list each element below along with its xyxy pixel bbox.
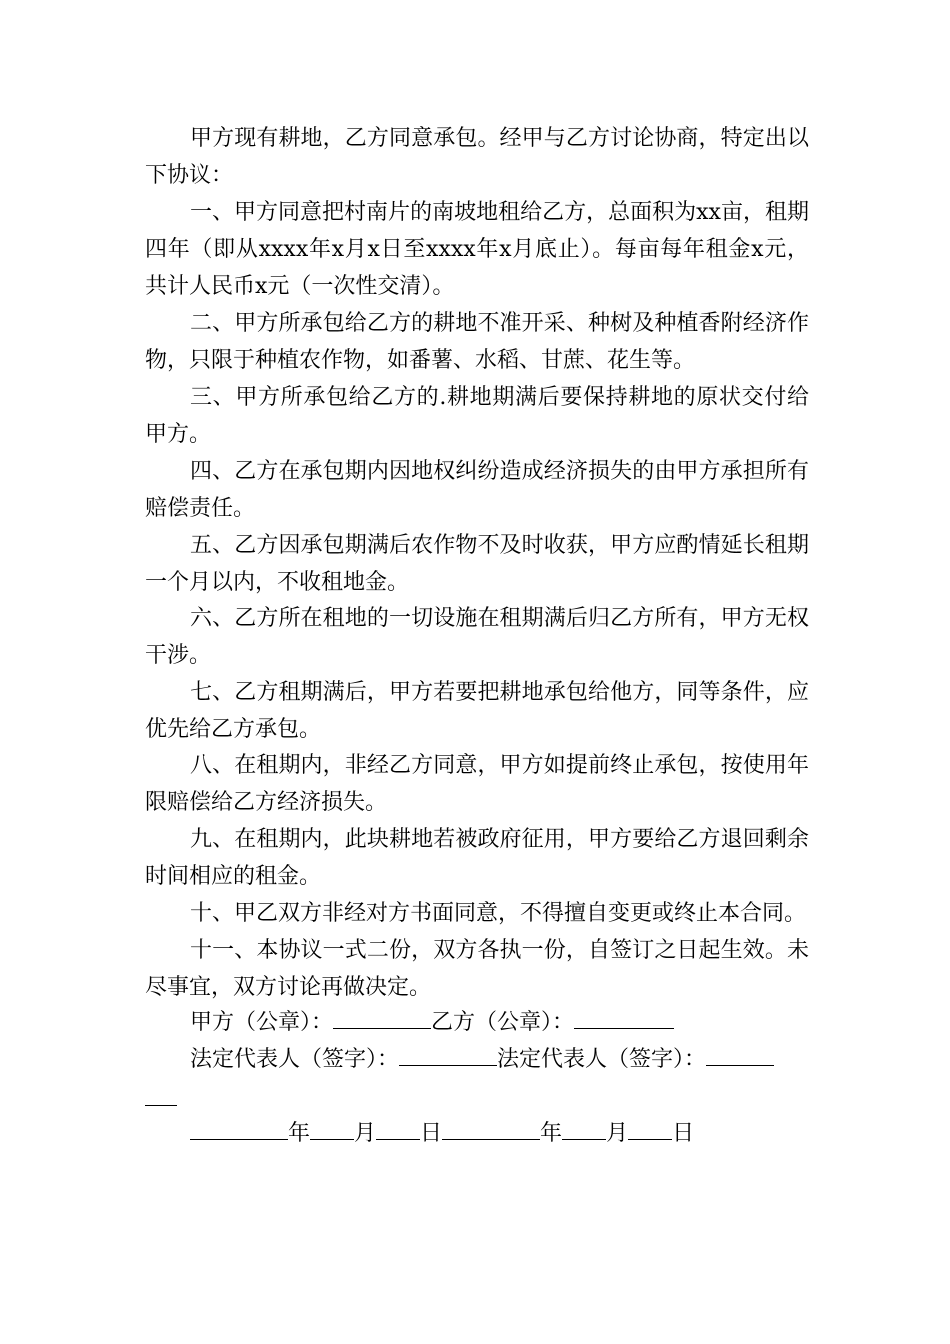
representative-line — [190, 1041, 774, 1078]
party-seal-line — [190, 1004, 674, 1041]
rep-b-signature-blank-continued[interactable] — [145, 1083, 177, 1106]
clause-2: 二、甲方所承包给乙方的耕地不准开采、种树及种植香附经济作物，只限于种植农作物，如番薯、水稻、甘蔗、花生等。 — [145, 311, 809, 373]
date-line — [190, 1115, 694, 1152]
date-a-day-blank[interactable] — [376, 1117, 420, 1140]
rep-b-signature-blank[interactable] — [706, 1043, 774, 1066]
party-a-seal-blank[interactable] — [333, 1006, 431, 1029]
clause-10: 十、甲乙双方非经对方书面同意，不得擅自变更或终止本合同。 — [190, 901, 807, 926]
clause-3: 三、甲方所承包给乙方的.耕地期满后要保持耕地的原状交付给甲方。 — [145, 385, 809, 447]
rep-a-label: 法定代表人（签字）： — [190, 1047, 400, 1072]
clause-11: 十一、本协议一式二份，双方各执一份，自签订之日起生效。未尽事宜，双方讨论再做决定。 — [145, 938, 809, 1000]
intro-paragraph: 甲方现有耕地，乙方同意承包。经甲与乙方讨论协商，特定出以下协议： — [145, 126, 809, 188]
date-b-month-blank[interactable] — [562, 1117, 606, 1140]
clause-6: 六、乙方所在租地的一切设施在租期满后归乙方所有，甲方无权干涉。 — [145, 606, 809, 668]
clause-5: 五、乙方因承包期满后农作物不及时收获，甲方应酌情延长租期一个月以内，不收租地金。 — [145, 533, 809, 595]
party-b-seal-label: 乙方（公章）： — [431, 1010, 575, 1035]
date-a-year-label: 年 — [288, 1121, 311, 1146]
date-a-month-blank[interactable] — [310, 1117, 354, 1140]
clause-1: 一、甲方同意把村南片的南坡地租给乙方，总面积为xx亩，租期四年（即从xxxx年x月x日至xxxx年x月底止）。每亩每年租金x元，共计人民币x元（一次性交清）。 — [145, 200, 809, 299]
date-b-day-label: 日 — [672, 1121, 695, 1146]
date-b-year-label: 年 — [540, 1121, 563, 1146]
party-b-seal-blank[interactable] — [574, 1006, 674, 1029]
date-b-day-blank[interactable] — [628, 1117, 672, 1140]
clause-9: 九、在租期内，此块耕地若被政府征用，甲方要给乙方退回剩余时间相应的租金。 — [145, 827, 809, 889]
date-b-year-blank[interactable] — [442, 1117, 540, 1140]
clause-4: 四、乙方在承包期内因地权纠纷造成经济损失的由甲方承担所有赔偿责任。 — [145, 459, 809, 521]
date-a-year-blank[interactable] — [190, 1117, 288, 1140]
rep-a-signature-blank[interactable] — [399, 1043, 497, 1066]
clause-8: 八、在租期内，非经乙方同意，甲方如提前终止承包，按使用年限赔偿给乙方经济损失。 — [145, 753, 809, 815]
clause-7: 七、乙方租期满后，甲方若要把耕地承包给他方，同等条件，应优先给乙方承包。 — [145, 680, 809, 742]
party-a-seal-label: 甲方（公章）： — [190, 1010, 334, 1035]
rep-b-label: 法定代表人（签字）： — [497, 1047, 707, 1072]
date-a-day-label: 日 — [420, 1121, 443, 1146]
date-b-month-label: 月 — [606, 1121, 629, 1146]
date-a-month-label: 月 — [354, 1121, 377, 1146]
